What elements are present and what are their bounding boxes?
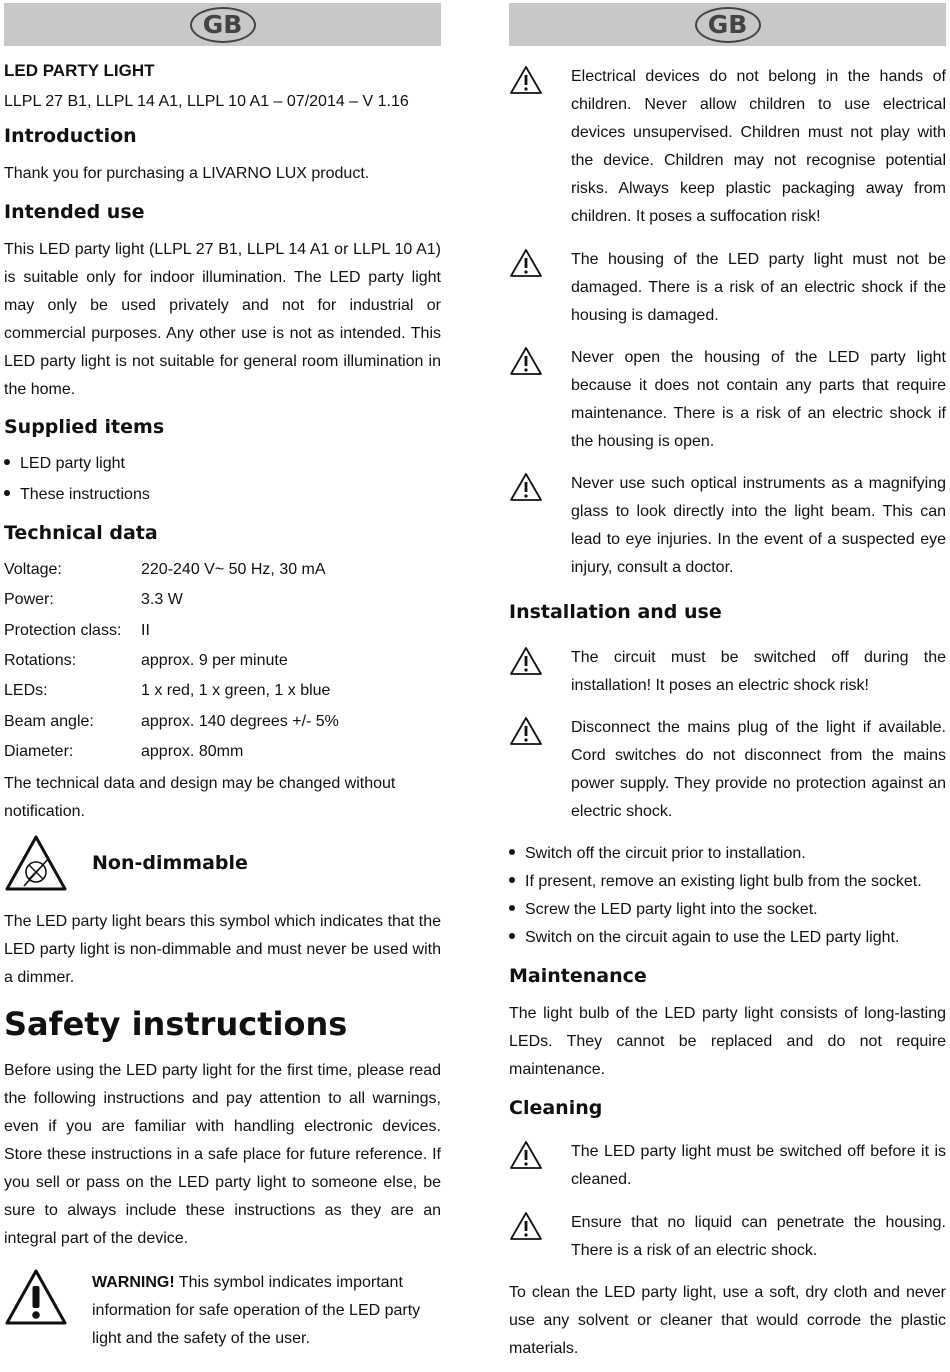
maintenance-heading: Maintenance	[509, 965, 647, 987]
list-item: Switch on the circuit again to use the LED party light.	[509, 929, 899, 947]
safety-heading: Safety instructions	[4, 1005, 348, 1043]
warning-triangle-icon	[509, 646, 543, 676]
warning-triangle-icon	[509, 472, 543, 502]
introduction-text: Thank you for purchasing a LIVARNO LUX product.	[4, 165, 370, 182]
bullet-icon	[4, 490, 10, 496]
warning-text: The LED party light must be switched off before it is cleaned.	[571, 1143, 946, 1188]
warning-triangle-icon	[4, 1268, 68, 1326]
product-title: LED PARTY LIGHT	[4, 61, 155, 80]
warning-label: WARNING!	[92, 1274, 175, 1291]
list-item: These instructions	[4, 486, 150, 504]
non-dimmable-icon	[4, 834, 68, 892]
bullet-icon	[509, 933, 515, 939]
supplied-items-heading: Supplied items	[4, 416, 165, 438]
installation-heading: Installation and use	[509, 601, 722, 623]
warning-triangle-icon	[509, 248, 543, 278]
warning-triangle-icon	[509, 346, 543, 376]
non-dimmable-heading: Non-dimmable	[92, 852, 248, 874]
non-dimmable-text: The LED party light bears this symbol which indicates that the LED party light is non-dimmable and must never be used with a dimmer.	[4, 913, 441, 986]
country-code-badge: GB	[190, 7, 256, 43]
warning-text: This symbol indicates important information for safe operation of the LED party light and the safety of the user.	[92, 1274, 421, 1347]
list-item: Screw the LED party light into the socket.	[509, 901, 818, 919]
intended-use-heading: Intended use	[4, 201, 145, 223]
safety-text: Before using the LED party light for the first time, please read the following instructions and pay attention to all warnings, even if you are familiar with handling electronic devices. Store these instructions in a safe place for future reference. If you sell or pass on the LED party light to someone else, be sure to always include these instructions as they are an integral part of the device.	[4, 1062, 441, 1247]
cleaning-text: To clean the LED party light, use a soft, dry cloth and never use any solvent or cleaner that would corrode the plastic materials.	[509, 1284, 946, 1357]
warning-triangle-icon	[509, 1211, 543, 1241]
technical-data-note: The technical data and design may be changed without notification.	[4, 775, 396, 820]
language-banner-right	[509, 3, 946, 46]
product-models: LLPL 27 B1, LLPL 14 A1, LLPL 10 A1 – 07/2014 – V 1.16	[4, 93, 409, 110]
bullet-icon	[509, 905, 515, 911]
warning-text: Disconnect the mains plug of the light if available. Cord switches do not disconnect from the mains power supply. They provide no protection against an electric shock.	[571, 719, 946, 820]
list-item: LED party light	[4, 455, 125, 473]
country-code-badge: GB	[695, 7, 761, 43]
bullet-icon	[509, 877, 515, 883]
cleaning-heading: Cleaning	[509, 1097, 603, 1119]
warning-explanation	[92, 1269, 441, 1353]
warning-triangle-icon	[509, 65, 543, 95]
warning-text: Electrical devices do not belong in the hands of children. Never allow children to use electrical devices unsupervised. Children must not play with the device. Children may not recognise potential risks. Always keep plastic packaging away from children. It poses a suffocation risk!	[571, 68, 946, 225]
warning-text: Ensure that no liquid can penetrate the housing. There is a risk of an electric shock.	[571, 1214, 946, 1259]
list-item: Switch off the circuit prior to installation.	[509, 845, 806, 863]
warning-text: The housing of the LED party light must not be damaged. There is a risk of an electric shock if the housing is damaged.	[571, 251, 946, 324]
warning-text: Never use such optical instruments as a magnifying glass to look directly into the light beam. This can lead to eye injuries. In the event of a suspected eye injury, consult a doctor.	[571, 475, 946, 576]
maintenance-text: The light bulb of the LED party light consists of long-lasting LEDs. They cannot be replaced and do not require maintenance.	[509, 1005, 946, 1078]
list-item: If present, remove an existing light bulb from the socket.	[509, 873, 922, 891]
warning-text: The circuit must be switched off during the installation! It poses an electric shock risk!	[571, 649, 946, 694]
warning-triangle-icon	[509, 716, 543, 746]
technical-data-heading: Technical data	[4, 522, 158, 544]
warning-triangle-icon	[509, 1140, 543, 1170]
introduction-heading: Introduction	[4, 125, 137, 147]
warning-text: Never open the housing of the LED party light because it does not contain any parts that require maintenance. There is a risk of an electric shock if the housing is open.	[571, 349, 946, 450]
intended-use-text: This LED party light (LLPL 27 B1, LLPL 14 A1 or LLPL 10 A1) is suitable only for indoor illumination. The LED party light may only be used privately and not for industrial or commercial purposes. Any other use is not as intended. This LED party light is not suitable for general room illumination in the home.	[4, 241, 441, 398]
language-banner-left	[4, 3, 441, 46]
bullet-icon	[4, 459, 10, 465]
bullet-icon	[509, 849, 515, 855]
